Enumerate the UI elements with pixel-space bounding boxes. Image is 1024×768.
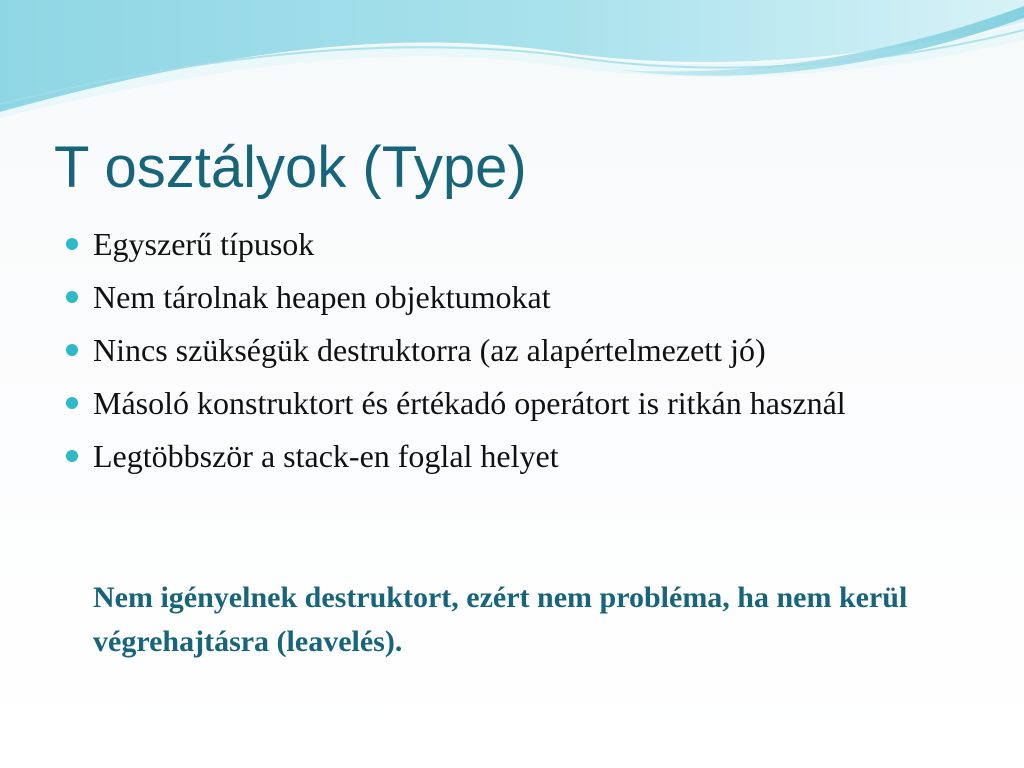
bullet-dot-icon	[66, 397, 78, 409]
bullet-list	[64, 222, 944, 487]
list-item	[64, 434, 944, 478]
bullet-dot-icon	[66, 238, 78, 250]
list-item	[64, 328, 944, 372]
bullet-dot-icon	[66, 291, 78, 303]
list-item	[64, 222, 944, 266]
bullet-text: Nincs szükségük destruktorra (az alapértelmezett jó)	[93, 332, 766, 368]
bullet-text: Egyszerű típusok	[93, 226, 315, 262]
slide-title: T osztályok (Type)	[54, 135, 527, 200]
bullet-text: Másoló konstruktort és értékadó operátort is ritkán használ	[93, 385, 846, 421]
bullet-dot-icon	[66, 450, 78, 462]
list-item	[64, 381, 944, 425]
list-item	[64, 275, 944, 319]
bullet-text: Legtöbbször a stack-en foglal helyet	[93, 438, 559, 474]
bullet-dot-icon	[66, 344, 78, 356]
highlight-note: Nem igényelnek destruktort, ezért nem probléma, ha nem kerül végrehajtásra (leavelés).	[93, 581, 908, 658]
bullet-text: Nem tárolnak heapen objektumokat	[93, 279, 551, 315]
top-wave-decoration	[0, 0, 1024, 120]
